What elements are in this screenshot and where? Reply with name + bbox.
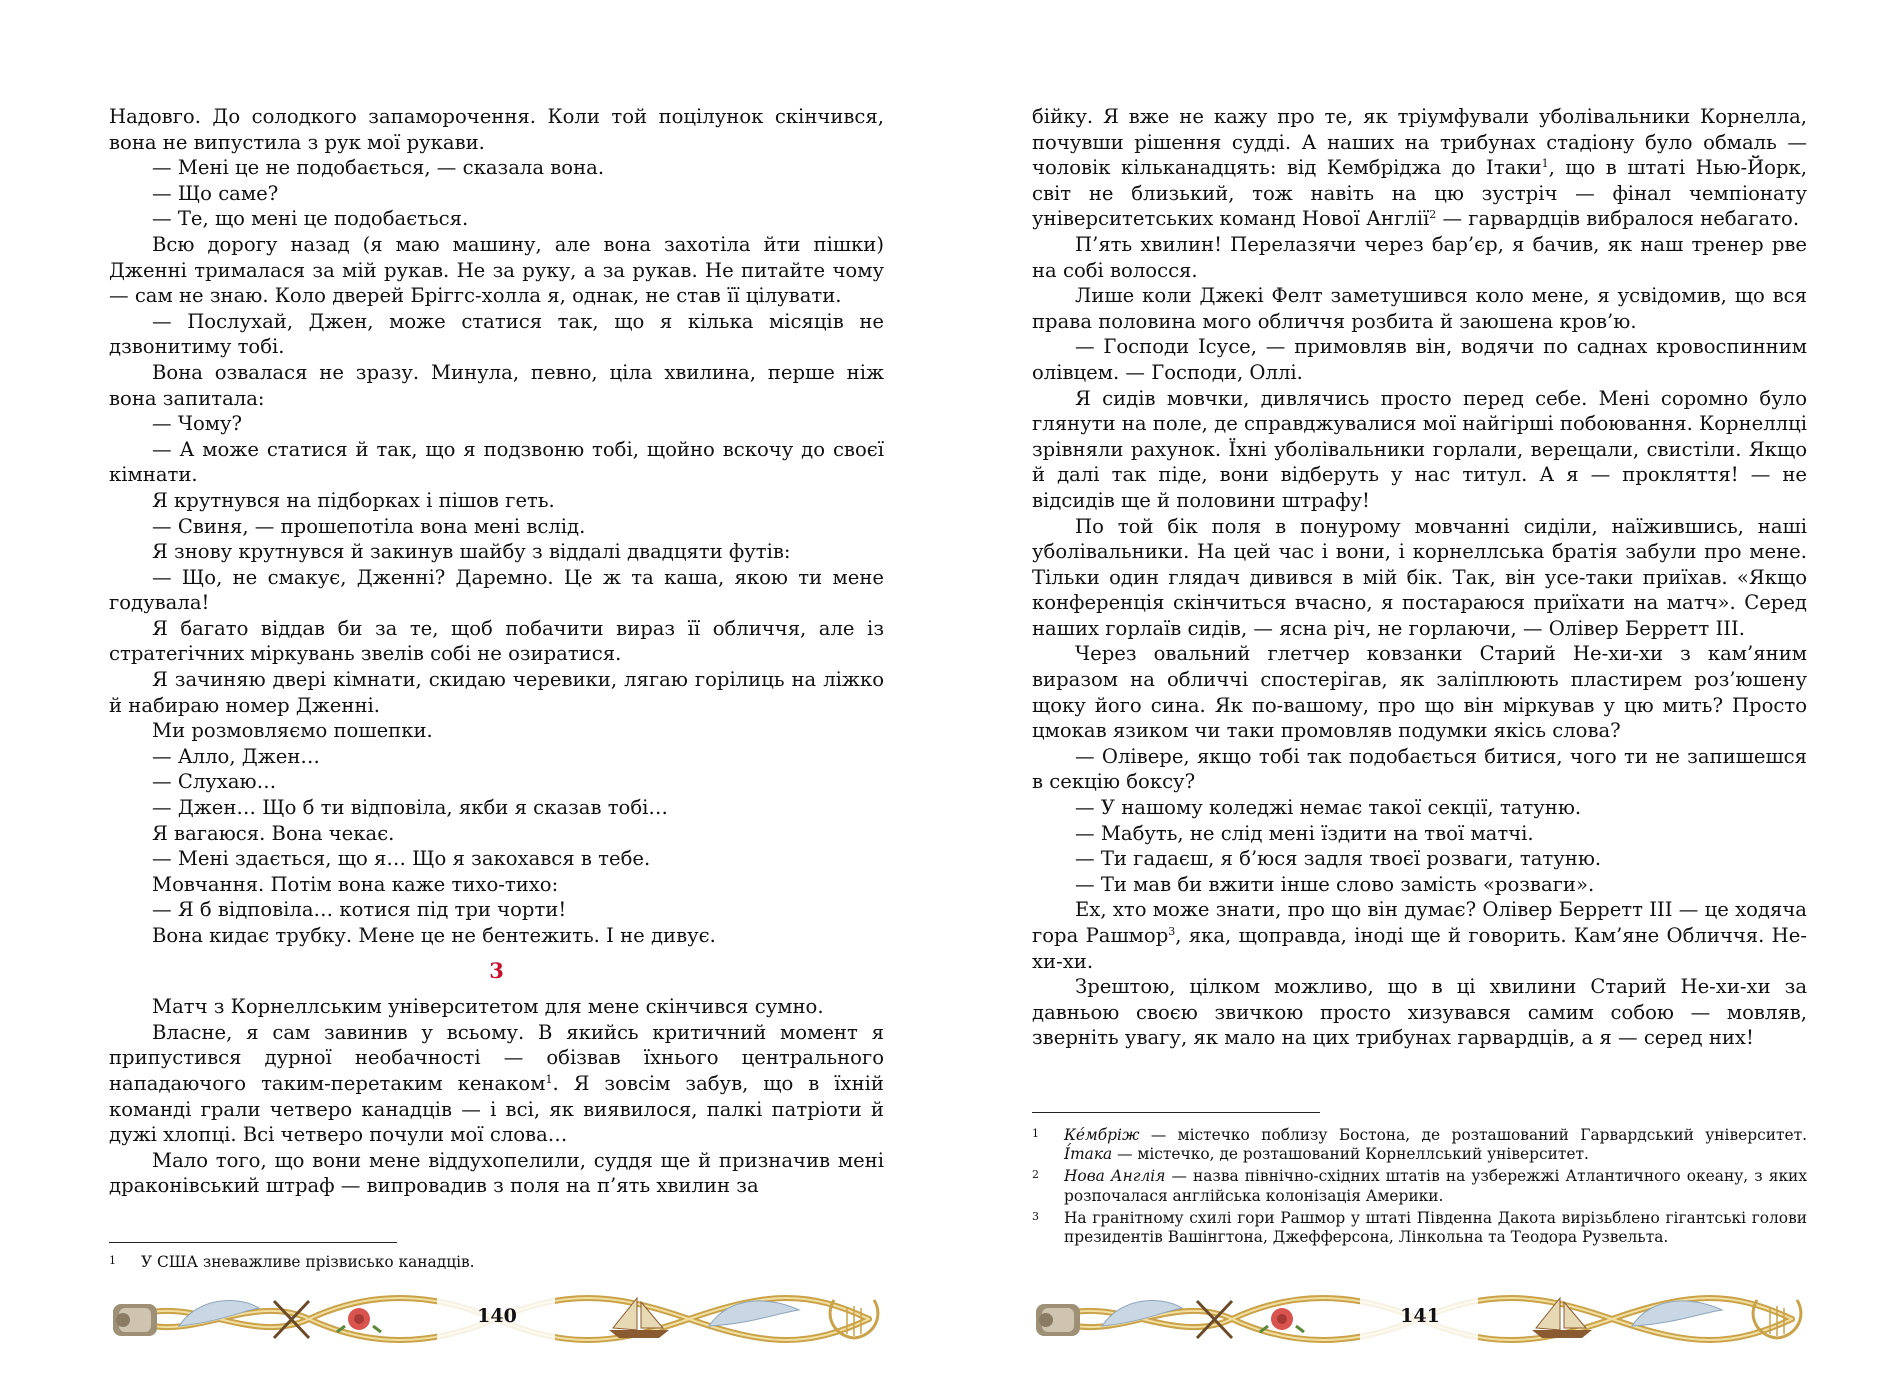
footnote-text: У США зневажливе прізвисько канадців. xyxy=(141,1253,475,1271)
left-page-text xyxy=(109,104,884,1199)
footnote-divider xyxy=(1032,1112,1320,1113)
paragraph: — Що саме? xyxy=(152,181,279,205)
footnote-mark: 1 xyxy=(109,1254,116,1267)
footnote xyxy=(109,1253,884,1272)
paragraph: — Ти мав би вжити інше слово замість «розваги». xyxy=(1075,872,1595,896)
footnote xyxy=(1032,1126,1807,1164)
paragraph: — Ти гадаєш, я б’юся задля твоєї розваги, татуню. xyxy=(1075,847,1602,871)
paragraph: — Свиня, — прошепотіла вона мені вслід. xyxy=(152,514,586,538)
footnote-text: На гранітному схилі гори Рашмор у штаті Південна Дакота вирізьблено гігантські голови президентів Вашінгтона, Джефферсона, Лінкольна та Теодора Рузвельта. xyxy=(1064,1208,1807,1247)
paragraph: — Те, що мені це подобається. xyxy=(152,207,469,231)
paragraph: Ми розмовляємо пошепки. xyxy=(152,719,433,743)
paragraph: бійку. Я вже не кажу про те, як тріумфували уболівальники Корнелла, почувши рішення судді. А наших на трибунах стадіону було обмаль — чоловік кільканадцять: від Кембріджа до Ітаки$^1$, що в штаті Нью-Йорк, світ не близький, тож навіть на цю зустріч — фінал чемпіонату університетських команд Нової Англії$^2$ — гарвардців вибралося небагато. xyxy=(1032,105,1807,231)
paragraph: Я зачиняю двері кімнати, скидаю черевики, лягаю горілиць на ліжко й набираю номер Дженні. xyxy=(109,668,884,717)
paragraph-group xyxy=(1032,232,1807,897)
paragraph: — Слухаю… xyxy=(152,770,277,794)
paragraph: Матч з Корнеллським університетом для мене скінчився сумно. xyxy=(152,995,824,1019)
footnote-mark: 3 xyxy=(1032,1209,1039,1223)
rose-icon xyxy=(1260,1308,1304,1332)
paragraph: Вона озвалася не зразу. Минула, певно, ціла хвилина, перше ніж вона запитала: xyxy=(109,360,884,410)
column-scroll-icon xyxy=(1036,1304,1080,1336)
footnote-ref[interactable]: 2 xyxy=(1429,208,1437,222)
paragraph: Мовчання. Потім вона каже тихо-тихо: xyxy=(152,872,559,896)
paragraph: — Мабуть, не слід мені їздити на твої матчі. xyxy=(1075,821,1534,845)
paragraph: — Олівере, якщо тобі так подобається битися, чого ти не запишешся в секцію боксу? xyxy=(1032,744,1807,794)
paragraph-group xyxy=(109,104,884,949)
paragraph: Всю дорогу назад (я маю машину, але вона захотіла йти пішки) Дженні трималася за мій рукав. Не за руку, а за рукав. Не питайте чому — сам не знаю. Коло дверей Бріггс-холла я, однак, не став її цілувати. xyxy=(109,232,884,308)
footnote-text: Ке́мбрiж — містечко поблизу Бостона, де розташований Гарвардський університет. І́така — містечко, де розташований Корнеллський університет. xyxy=(1064,1126,1807,1164)
paragraph: — У нашому коледжі немає такої секції, татуню. xyxy=(1075,796,1582,820)
rose-icon xyxy=(337,1308,381,1332)
right-page-text xyxy=(1032,104,1807,1051)
footnote-ref[interactable]: 1 xyxy=(545,1072,553,1086)
right-page xyxy=(952,0,1904,1400)
footnote-text: Нова Англія — назва північно-східних штатів на узбережжі Атлантичного океану, з яких розпочалася англійська колонізація Америки. xyxy=(1064,1167,1807,1205)
footnote-ref[interactable]: 3 xyxy=(1168,925,1176,938)
chapter-number: 3 xyxy=(489,957,504,983)
paragraph: Через овальний глетчер ковзанки Старий Не-хи-хи з кам’яним виразом на обличчі спостерігав, як заліплюють пластирем роз’юшену щоку його сина. Як по-вашому, про що він міркував у цю мить? Просто цмокав язиком чи таки промовляв подумки якісь слова? xyxy=(1032,642,1807,743)
paragraph: — Я б відповіла… котися під три чорти! xyxy=(152,898,567,922)
paragraph: Лише коли Джекі Фелт заметушився коло мене, я усвідомив, що вся права половина мого обличчя розбита й заюшена кров’ю. xyxy=(1032,284,1807,333)
paragraph: — Мені здається, що я… Що я закохався в тебе. xyxy=(152,847,651,871)
footnote-term: Нова Англія xyxy=(1064,1167,1166,1186)
paragraph: Надовго. До солодкого запаморочення. Коли той поцілунок скінчився, вона не випустила з рук мої рукави. xyxy=(109,105,884,154)
paragraph: Я сидів мовчки, дивлячись просто перед себе. Мені соромно було глянути на поле, де справджувалися мої найгірші побоювання. Корнеллці зрівняли рахунок. Їхні уболівальники горлали, верещали, свистіли. Якщо й далі так піде, вони відберуть у нас титул. А я — прокляття! — не відсидів ще й половини штрафу! xyxy=(1032,386,1807,512)
paragraph: — Що, не смакує, Дженні? Даремно. Це ж та каша, якою ти мене годувала! xyxy=(109,565,884,615)
paragraph: Власне, я сам завинив у всьому. В якийсь критичний момент я припустився дурної необачності — обізвав їхнього центрального нападаючого таким-перетаким кенаком$^1$. Я зовсім забув, що в їхній команді грали четверо канадців — і всі, як виявилося, палкі патріоти й дужі хлопці. Всі четверо почули мої слова… xyxy=(109,1020,884,1147)
footnote-term: Ке́мбрiж xyxy=(1064,1126,1140,1144)
footnote-mark: 1 xyxy=(1032,1127,1039,1140)
column-scroll-icon xyxy=(113,1304,157,1336)
paragraph: По той бік поля в понурому мовчанні сиділи, наїжившись, наші уболівальники. На цей час і вони, і корнеллська братія забули про мене. Тільки один глядач дивився в мій бік. Так, він усе-таки приїхав. «Якщо конференція скінчиться вчасно, я постараюся приїхати на матч». Серед наших горлаїв сидів, — ясна річ, не горлаючи, — Олівер Берретт III. xyxy=(1032,514,1807,640)
footnotes xyxy=(1032,1126,1807,1250)
paragraph: — Послухай, Джен, може статися так, що я кілька місяців не дзвонитиму тобі. xyxy=(109,309,884,359)
wing-icon xyxy=(709,1301,799,1326)
paragraph: Мало того, що вони мене віддухопелили, суддя ще й призначив мені драконівський штраф — випровадив з поля на п’ять хвилин за xyxy=(109,1148,884,1198)
paragraph: Я знову крутнувся й закинув шайбу з віддалі двадцяти футів: xyxy=(152,540,791,564)
footnotes xyxy=(109,1253,884,1275)
page-number: 141 xyxy=(1400,1305,1440,1327)
footnote xyxy=(1032,1209,1807,1247)
paragraph: — Чому? xyxy=(152,412,243,436)
paragraph: — Господи Ісусе, — примовляв він, водячи по саднах кровоспинним олівцем. — Господи, Оллі. xyxy=(1032,335,1807,384)
paragraph: Вона кидає трубку. Мене це не бентежить. І не дивує. xyxy=(152,924,716,947)
wing-icon xyxy=(1632,1301,1722,1326)
page-number: 140 xyxy=(477,1305,517,1327)
paragraph: Я крутнувся на підборках і пішов геть. xyxy=(152,488,555,512)
paragraph: — Мені це не подобається, — сказала вона. xyxy=(152,156,605,180)
paragraph: — Джен… Що б ти відповіла, якби я сказав тобі… xyxy=(152,796,668,820)
footnote xyxy=(1032,1167,1807,1205)
footnote-ref[interactable]: 1 xyxy=(1541,157,1549,171)
paragraph: Зрештою, цілком можливо, що в ці хвилини Старий Не-хи-хи за давньою своєю звичкою просто хизувався самим собою — мовляв, зверніть увагу, як мало на цих трибунах гарвардців, а я — серед них! xyxy=(1032,975,1807,1050)
paragraph: — Алло, Джен… xyxy=(152,744,321,768)
paragraph: Я вагаюся. Вона чекає. xyxy=(152,821,395,845)
paragraph: Я багато віддав би за те, щоб побачити вираз її обличчя, але із стратегічних міркувань звелів собі не озиратися. xyxy=(109,616,884,666)
paragraph: Ех, хто може знати, про що він думає? Олівер Берретт III — це ходяча гора Рашмор$^3$, яка, щоправда, іноді ще й говорить. Кам’яне Обличчя. Не-хи-хи. xyxy=(1032,898,1807,973)
paragraph: П’ять хвилин! Перелазячи через бар’єр, я бачив, як наш тренер рве на собі волосся. xyxy=(1032,232,1807,282)
footnote-mark: 2 xyxy=(1032,1168,1039,1182)
footnote-divider xyxy=(109,1242,397,1243)
footnote-term: І́така xyxy=(1064,1145,1113,1164)
paragraph: — А може статися й так, що я подзвоню тобі, щойно вскочу до своєї кімнати. xyxy=(109,437,884,487)
